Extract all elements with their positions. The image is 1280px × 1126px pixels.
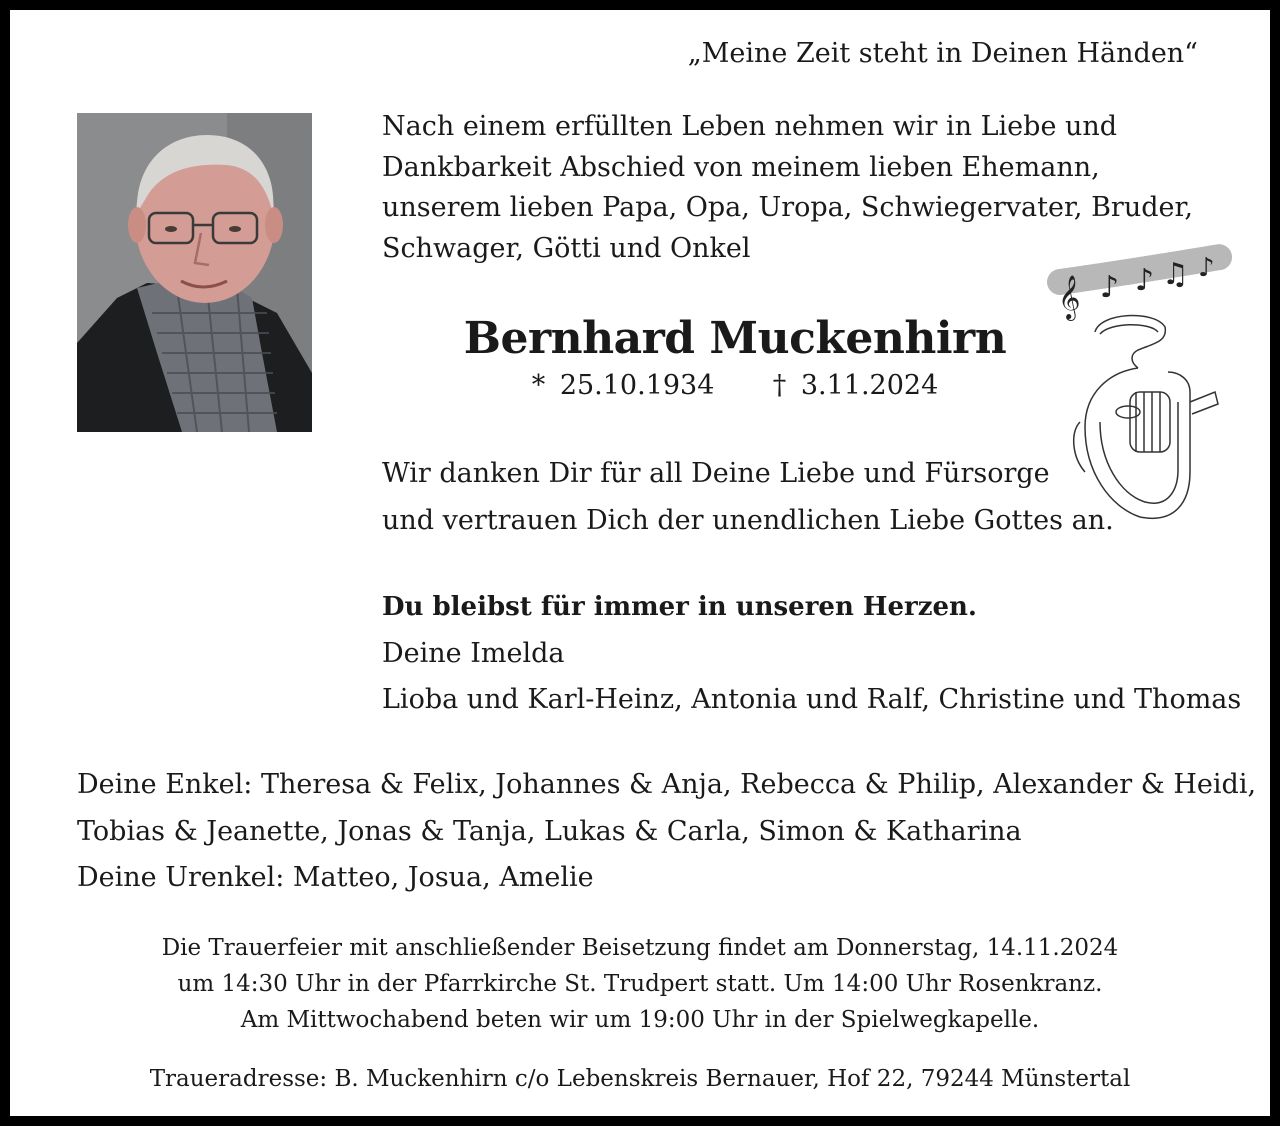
intro-line: Schwager, Götti und Onkel <box>382 232 751 264</box>
birth-date: * 25.10.1934 <box>531 370 715 401</box>
intro-line: Dankbarkeit Abschied von meinem lieben Ehemann, <box>382 151 1100 183</box>
svg-text:♫: ♫ <box>1162 257 1189 292</box>
death-date: † 3.11.2024 <box>772 370 939 401</box>
motto-quote: „Meine Zeit steht in Deinen Händen“ <box>687 38 1198 69</box>
thanks-line: und vertrauen Dich der unendlichen Liebe Gottes an. <box>382 505 1114 536</box>
funeral-details <box>10 930 1270 1038</box>
intro-line: Nach einem erfüllten Leben nehmen wir in Liebe und <box>382 111 1118 142</box>
svg-text:♪: ♪ <box>1100 270 1120 305</box>
grandchildren-line: Tobias & Jeanette, Jonas & Tanja, Lukas & Carla, Simon & Katharina <box>77 815 1022 847</box>
funeral-line: Am Mittwochabend beten wir um 19:00 Uhr in der Spielwegkapelle. <box>240 1007 1040 1033</box>
intro-line: unserem lieben Papa, Opa, Uropa, Schwiegervater, Bruder, <box>382 192 1194 223</box>
spouse-signature: Deine Imelda <box>382 638 565 669</box>
funeral-line: um 14:30 Uhr in der Pfarrkirche St. Trudpert statt. Um 14:00 Uhr Rosenkranz. <box>177 971 1103 997</box>
life-dates <box>10 370 1270 401</box>
svg-text:♪: ♪ <box>1135 263 1155 298</box>
svg-text:♪: ♪ <box>1198 253 1215 283</box>
funeral-line: Die Trauerfeier mit anschließender Beisetzung findet am Donnerstag, 14.11.2024 <box>161 935 1119 961</box>
thanks-text <box>382 450 1114 544</box>
grandchildren-list <box>77 762 1256 902</box>
closing-sentence: Du bleibst für immer in unseren Herzen. <box>382 592 977 622</box>
obituary-notice <box>10 10 1270 1116</box>
great-grandchildren-line: Deine Urenkel: Matteo, Josua, Amelie <box>77 862 594 893</box>
svg-text:𝄞: 𝄞 <box>1058 275 1081 319</box>
mourning-address: Traueradresse: B. Muckenhirn c/o Lebenskreis Bernauer, Hof 22, 79244 Münstertal <box>149 1066 1131 1092</box>
deceased-name: Bernhard Muckenhirn <box>463 313 1007 364</box>
thanks-line: Wir danken Dir für all Deine Liebe und Fürsorge <box>382 458 1050 489</box>
children-signature: Lioba und Karl-Heinz, Antonia und Ralf, Christine und Thomas <box>382 684 1242 715</box>
grandchildren-line: Deine Enkel: Theresa & Felix, Johannes & Anja, Rebecca & Philip, Alexander & Heidi, <box>77 769 1257 800</box>
